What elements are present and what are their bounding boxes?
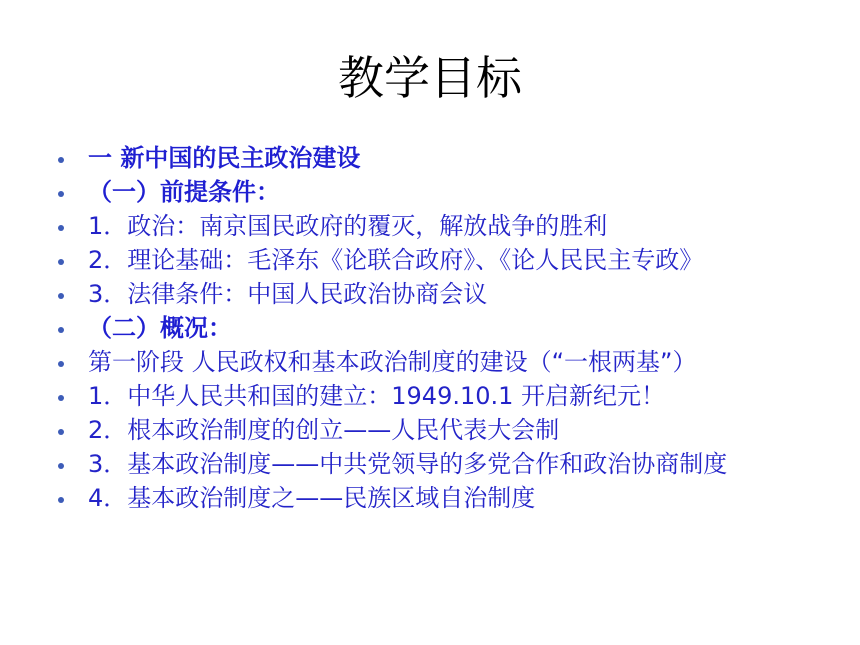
bullet-dot-icon xyxy=(58,463,64,469)
bullet-text: 2．根本政治制度的创立——人民代表大会制 xyxy=(88,416,560,444)
bullet-text: 一 新中国的民主政治建设 xyxy=(88,144,361,172)
bullet-item xyxy=(52,418,842,443)
bullet-item xyxy=(52,146,842,171)
bullet-list xyxy=(52,146,842,520)
bullet-dot-icon xyxy=(58,157,64,163)
bullet-dot-icon xyxy=(58,497,64,503)
bullet-text: 1．中华人民共和国的建立：1949.10.1 开启新纪元！ xyxy=(88,382,666,410)
bullet-text: （一）前提条件： xyxy=(88,178,280,206)
bullet-dot-icon xyxy=(58,395,64,401)
bullet-text: 1．政治：南京国民政府的覆灭，解放战争的胜利 xyxy=(88,212,608,240)
bullet-dot-icon xyxy=(58,293,64,299)
bullet-item xyxy=(52,316,842,341)
bullet-text: 第一阶段 人民政权和基本政治制度的建设（“一根两基”） xyxy=(88,348,697,376)
bullet-text: 3．基本政治制度——中共党领导的多党合作和政治协商制度 xyxy=(88,450,728,478)
bullet-item xyxy=(52,282,842,307)
bullet-dot-icon xyxy=(58,327,64,333)
bullet-item xyxy=(52,486,842,511)
bullet-dot-icon xyxy=(58,191,64,197)
bullet-text: 2．理论基础：毛泽东《论联合政府》、《论人民民主专政》 xyxy=(88,246,704,274)
bullet-dot-icon xyxy=(58,429,64,435)
bullet-item xyxy=(52,452,842,477)
bullet-dot-icon xyxy=(58,259,64,265)
bullet-item xyxy=(52,180,842,205)
slide-title: 教学目标 xyxy=(338,51,522,105)
bullet-text: 4．基本政治制度之——民族区域自治制度 xyxy=(88,484,536,512)
bullet-text: 3．法律条件：中国人民政治协商会议 xyxy=(88,280,488,308)
bullet-item xyxy=(52,214,842,239)
bullet-item xyxy=(52,248,842,273)
bullet-dot-icon xyxy=(58,225,64,231)
bullet-text: （二）概况： xyxy=(88,314,232,342)
bullet-item xyxy=(52,384,842,409)
bullet-item xyxy=(52,350,842,375)
bullet-dot-icon xyxy=(58,361,64,367)
